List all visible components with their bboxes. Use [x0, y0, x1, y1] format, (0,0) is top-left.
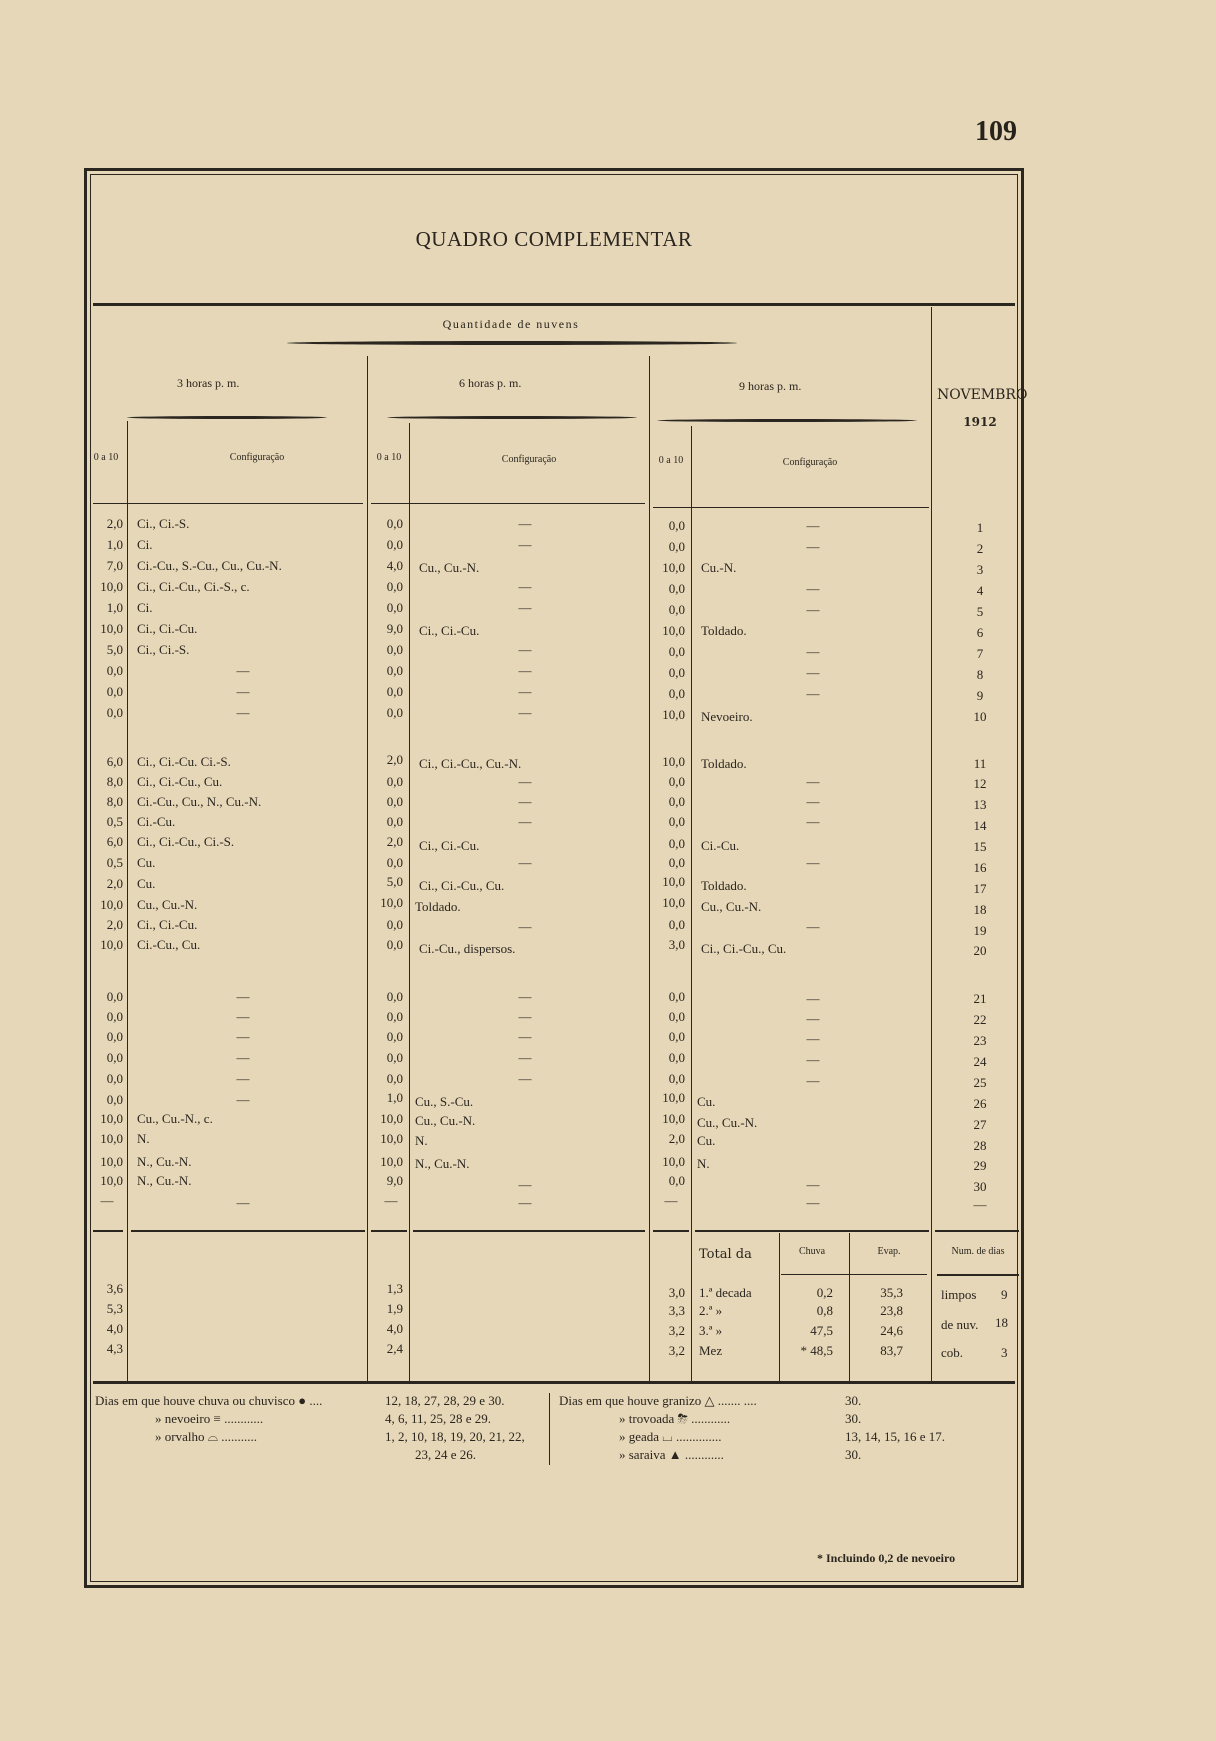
- fog-days-value: 4, 6, 11, 25, 28 e 29.: [385, 1411, 492, 1426]
- rain-days-label: Dias em que houve chuva ou chuvisco ● ....: [95, 1393, 323, 1408]
- month-label: NOVEMBRO: [937, 387, 1028, 403]
- totals-rule-5: [653, 1230, 689, 1232]
- sleet-days-label: » saraiva ▲ ............: [619, 1447, 724, 1462]
- frost-days-value: 13, 14, 15, 16 e 17.: [845, 1429, 946, 1444]
- col-config-6pm: Configuração: [501, 454, 557, 465]
- footer-column-divider: [549, 1393, 550, 1465]
- head-rule-3pm: [93, 503, 363, 504]
- header-swoosh: [287, 341, 737, 345]
- dew-days-label: » orvalho ⌓ ...........: [155, 1429, 257, 1444]
- footnote: * Incluindo 0,2 de nevoeiro: [817, 1551, 956, 1565]
- rain-days-value: 12, 18, 27, 28, 29 e 30.: [385, 1393, 505, 1408]
- year-label: 1912: [963, 415, 997, 429]
- totals-rule-4: [413, 1230, 645, 1232]
- rain-evap-rule: [781, 1274, 927, 1275]
- frost-days-label: » geada ⌴ ..............: [619, 1429, 722, 1444]
- evap-col-label: Evap.: [877, 1246, 901, 1257]
- dew-days-value: 1, 2, 10, 18, 19, 20, 21, 22,: [385, 1429, 525, 1444]
- period-9pm: 9 horas p. m.: [739, 379, 802, 393]
- period-3pm: 3 horas p. m.: [177, 376, 240, 390]
- fog-days-label: » nevoeiro ≡ ............: [155, 1411, 264, 1426]
- col-config-9pm: Configuração: [782, 457, 838, 468]
- month-column-divider: [931, 307, 932, 1382]
- clouds-header: Quantidade de nuvens: [442, 317, 580, 331]
- rain-col-divider: [779, 1233, 780, 1381]
- divider-9pm-inner: [691, 426, 692, 1381]
- table-frame: QUADRO COMPLEMENTAR Quantidade de nuvens 3 horas p. m. 6 horas p. m. 9 horas p. m. NOVEMBRO 1912 0 a 10 Configuração 0 a 10 Configuração 0 a 10 Configuração 2,0 Ci., Ci.-S. 0,0 — 0,0 — 1 1,0 Ci. 0,0 — 0,0 — 2 7,0 Ci.-Cu., S.-Cu., Cu., Cu.-N. 4,0 Cu., Cu.-N. 10,0 Cu.-N. 3 10,0 Ci., Ci.-Cu., Ci.-S., c. 0,0 — 0,0 — 4 1,0 Ci. 0,0 — 0,0 — 5 10,0 Ci., Ci.-Cu. 9,0 Ci., Ci.-Cu. 10,0 Toldado. 6 5,0 Ci., Ci.-S. 0,0 — 0,0 — 7 0,0 — 0,0 — 0,0 — 8 0,0 — 0,0 — 0,0 — 9 0,0 — 0,0 — 10,0 Nevoeiro. 10 6,0 Ci., Ci.-Cu. Ci.-S. 2,0 Ci., Ci.-Cu., Cu.-N. 10,0 Toldado. 11 8,0 Ci., Ci.-Cu., Cu. 0,0 — 0,0 — 12 8,0 Ci.-Cu., Cu., N., Cu.-N. 0,0 — 0,0 — 13 0,5 Ci.-Cu. 0,0 — 0,0 — 14 6,0 Ci., Ci.-Cu., Ci.-S. 2,0 Ci., Ci.-Cu. 0,0 Ci.-Cu. 15 0,5 Cu. 0,0 — 0,0 — 16 2,0 Cu. 5,0 Ci., Ci.-Cu., Cu. 10,0 Toldado. 17 10,0 Cu., Cu.-N. 10,0 Toldado. 10,0 Cu., Cu.-N. 18 2,0 Ci., Ci.-Cu. 0,0 — 0,0 — 19 10,0 Ci.-Cu., Cu. 0,0 Ci.-Cu., dispersos. 3,0 Ci., Ci.-Cu., Cu. 20 0,0 — 0,0 — 0,0 — 21 0,0 — 0,0 — 0,0 — 22 0,0 — 0,0 — 0,0 — 23 0,0 — 0,0 — 0,0 — 24 0,0 — 0,0 — 0,0 — 25 0,0 — 1,0 Cu., S.-Cu. 10,0 Cu. 26 10,0 Cu., Cu.-N., c. 10,0 Cu., Cu.-N. 10,0 Cu., Cu.-N. 27 10,0 N. 10,0 N. 2,0 Cu. 28 10,0 N., Cu.-N. 10,0 N., Cu.-N. 10,0 N. 29 10,0 N., Cu.-N. 9,0 — 0,0 — 30 — — — — — — — Total da Chuva Evap. Num. de dias 3,6 1,3 3,0 1.ª decada 0,2 35,3 5,3 1,9 3,3 2.ª » 0,8 23,8 4,0 4,0 3,2 3.ª » 47,5 24,6 4,3 2,4 3,2 Mez * 48,5 83,7 limpos 9 de nuv. 18 cob. 3 Dias em que houve chuva ou chuvisco ● .... 12, 18, 27, 28, 29 e 30. » nevoeiro ≡ ............ 4, 6, 11, 25, 28 e 29. » orvalho ⌓ ........... 1, 2, 10, 18, 19, 20, 21, 22, 23, 24 e 26. Dias em que houve granizo △ ....... .... 30. » trovoada ⛈ ............ 30. » geada ⌴ .............. 13, 14, 15, 16 e 17. » saraiva ▲ ............ 30. * Incluindo 0,2 de nevoeiro: [84, 168, 1024, 1588]
- divider-6pm-inner: [409, 423, 410, 1381]
- swoosh-9pm: [657, 419, 917, 422]
- totals-rule-7: [935, 1230, 1019, 1232]
- days-col-label: Num. de dias: [951, 1246, 1005, 1257]
- col-scale-6pm: 0 a 10: [376, 452, 402, 463]
- totals-rule-3: [371, 1230, 407, 1232]
- col-config-3pm: Configuração: [229, 452, 285, 463]
- footer-divider: [93, 1381, 1015, 1384]
- totals-rule-6: [695, 1230, 929, 1232]
- title-divider: [93, 303, 1015, 306]
- head-rule-6pm: [371, 503, 645, 504]
- period-6pm: 6 horas p. m.: [459, 376, 522, 390]
- totals-rule-1: [93, 1230, 123, 1232]
- swoosh-3pm: [127, 416, 327, 419]
- col-scale-3pm: 0 a 10: [93, 452, 119, 463]
- sleet-days-value: 30.: [845, 1447, 862, 1462]
- hail-days-value: 30.: [845, 1393, 862, 1408]
- totals-heading: Total da: [699, 1247, 752, 1262]
- page-number: 109: [975, 116, 1017, 147]
- rain-col-label: Chuva: [798, 1246, 826, 1257]
- page-title: QUADRO COMPLEMENTAR: [415, 227, 693, 251]
- totals-rule-2: [131, 1230, 365, 1232]
- days-rule: [937, 1274, 1019, 1276]
- thunder-days-label: » trovoada ⛈ ............: [619, 1411, 731, 1426]
- col-scale-9pm: 0 a 10: [658, 455, 684, 466]
- thunder-days-value: 30.: [845, 1411, 862, 1426]
- hail-days-label: Dias em que houve granizo △ ....... ....: [559, 1393, 757, 1408]
- head-rule-9pm: [653, 507, 929, 508]
- divider-3pm-inner: [127, 421, 128, 1381]
- swoosh-6pm: [387, 416, 637, 419]
- evap-col-divider: [849, 1233, 850, 1381]
- dew-days-value-cont: 23, 24 e 26.: [415, 1447, 477, 1462]
